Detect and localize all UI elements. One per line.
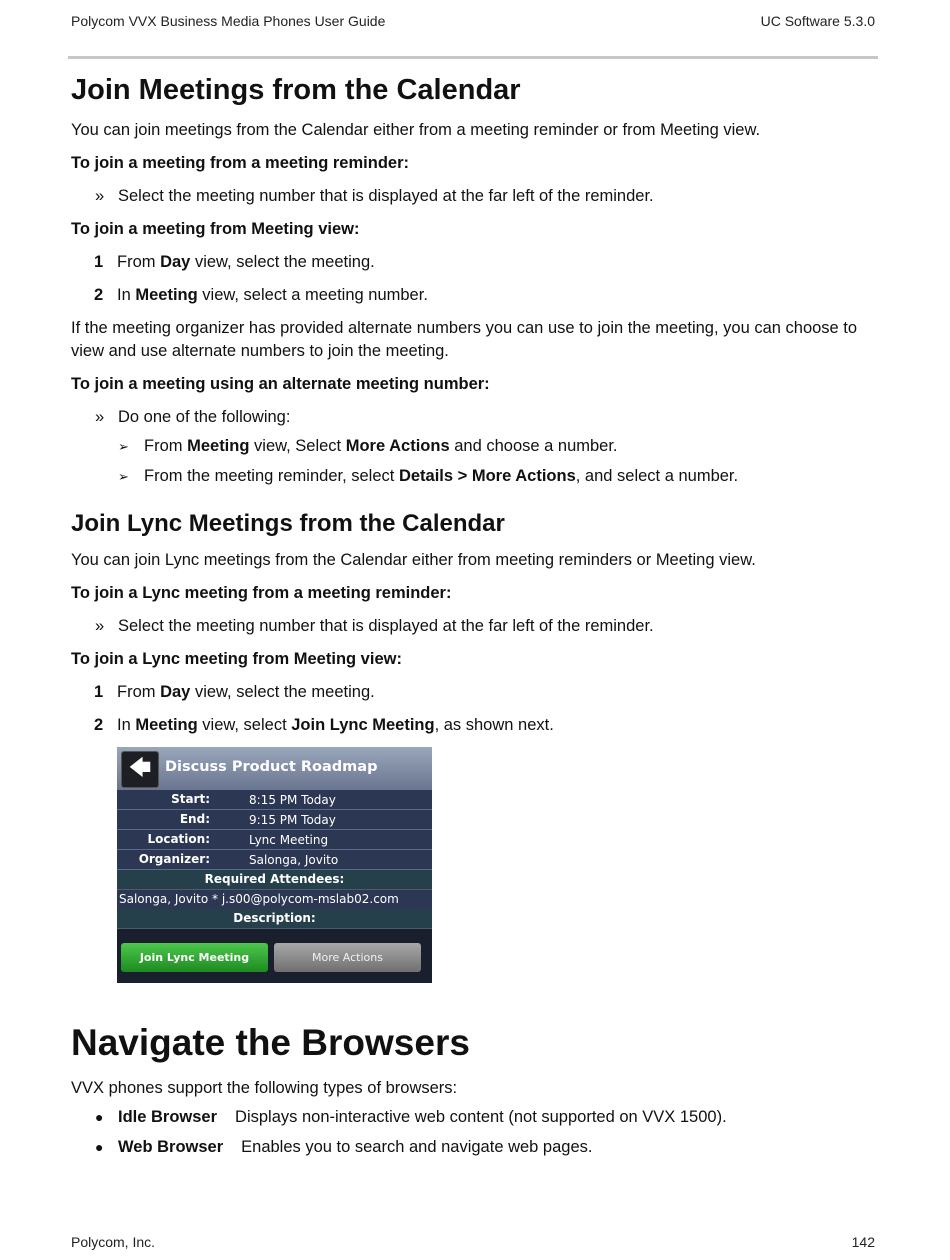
- step-number: 1: [94, 253, 104, 271]
- phone-screenshot: [117, 747, 432, 983]
- section-heading-join-meetings: Join Meetings from the Calendar: [71, 74, 521, 106]
- procedure-heading: To join a meeting from a meeting reminder:: [71, 154, 409, 172]
- step-text: In Meeting view, select a meeting number.: [117, 286, 428, 304]
- phone-title-bar: [117, 747, 432, 790]
- intro-paragraph: VVX phones support the following types of browsers:: [71, 1079, 458, 1097]
- phone-detail-row: End: 9:15 PM Today: [117, 810, 432, 830]
- sub-step-text: From Meeting view, Select More Actions and choose a number.: [144, 437, 618, 455]
- phone-detail-row: Start: 8:15 PM Today: [117, 790, 432, 810]
- step-text: Select the meeting number that is displayed at the far left of the reminder.: [118, 187, 654, 205]
- procedure-step: [71, 406, 876, 429]
- step-number: 2: [94, 286, 104, 304]
- more-actions-button[interactable]: More Actions: [274, 943, 421, 972]
- intro-paragraph: You can join Lync meetings from the Calendar either from meeting reminders or Meeting view.: [71, 551, 756, 569]
- attendee-entry: Salonga, Jovito * j.s00@polycom-mslab02.com: [117, 890, 432, 909]
- bullet-dot: ●: [95, 1109, 104, 1125]
- step-text: From Day view, select the meeting.: [117, 683, 375, 701]
- required-attendees-label: Required Attendees:: [117, 870, 432, 890]
- procedure-step: [71, 681, 876, 704]
- section-heading-navigate-browsers: Navigate the Browsers: [71, 1022, 470, 1063]
- sub-step: [71, 465, 876, 488]
- step-number: 2: [94, 716, 104, 734]
- sub-step: [71, 435, 876, 458]
- procedure-step: [71, 251, 876, 274]
- step-text: Select the meeting number that is displayed at the far left of the reminder.: [118, 617, 654, 635]
- footer-company: Polycom, Inc.: [71, 1234, 156, 1250]
- step-text: From Day view, select the meeting.: [117, 253, 375, 271]
- procedure-heading: To join a Lync meeting from a meeting reminder:: [71, 584, 452, 602]
- procedure-step: [71, 714, 876, 737]
- bullet-marker: »: [95, 187, 105, 205]
- step-text: In Meeting view, select Join Lync Meeting, as shown next.: [117, 716, 554, 734]
- section-heading-join-lync: Join Lync Meetings from the Calendar: [71, 510, 505, 537]
- running-header-title: Polycom VVX Business Media Phones User Guide: [71, 13, 386, 29]
- phone-detail-row: Location: Lync Meeting: [117, 830, 432, 850]
- bullet-marker: »: [95, 408, 105, 426]
- back-arrow-icon[interactable]: 🡄: [121, 751, 159, 788]
- bullet-dot: ●: [95, 1139, 104, 1155]
- phone-detail-row: Organizer: Salonga, Jovito: [117, 850, 432, 870]
- sub-step-text: From the meeting reminder, select Details > More Actions, and select a number.: [144, 467, 739, 485]
- step-number: 1: [94, 683, 104, 701]
- page-number: 142: [851, 1234, 875, 1250]
- browser-item-text: Web Browser Enables you to search and navigate web pages.: [118, 1138, 593, 1156]
- running-header-version: UC Software 5.3.0: [760, 13, 875, 29]
- page-body: [71, 72, 876, 1166]
- arrow-bullet-icon: ➢: [118, 469, 129, 484]
- procedure-heading: To join a meeting using an alternate meeting number:: [71, 375, 490, 393]
- join-lync-meeting-button[interactable]: Join Lync Meeting: [121, 943, 268, 972]
- description-label: Description:: [117, 909, 432, 929]
- procedure-step: [71, 185, 876, 208]
- browser-item-text: Idle Browser Displays non-interactive web content (not supported on VVX 1500).: [118, 1108, 727, 1126]
- procedure-step: [71, 284, 876, 307]
- step-text: Do one of the following:: [118, 408, 291, 426]
- body-paragraph: If the meeting organizer has provided alternate numbers you can use to join the meeting, you can choose to view and use alternate numbers to join the meeting.: [71, 319, 858, 360]
- bullet-marker: »: [95, 617, 105, 635]
- intro-paragraph: You can join meetings from the Calendar either from a meeting reminder or from Meeting view.: [71, 121, 761, 139]
- browser-list-item: [71, 1136, 876, 1159]
- procedure-heading: To join a Lync meeting from Meeting view:: [71, 650, 402, 668]
- browser-list-item: [71, 1106, 876, 1129]
- header-rule: [68, 56, 878, 59]
- phone-meeting-title: Discuss Product Roadmap: [165, 759, 378, 775]
- arrow-bullet-icon: ➢: [118, 439, 129, 454]
- procedure-heading: To join a meeting from Meeting view:: [71, 220, 360, 238]
- phone-detail-rows: [117, 790, 432, 929]
- procedure-step: [71, 615, 876, 638]
